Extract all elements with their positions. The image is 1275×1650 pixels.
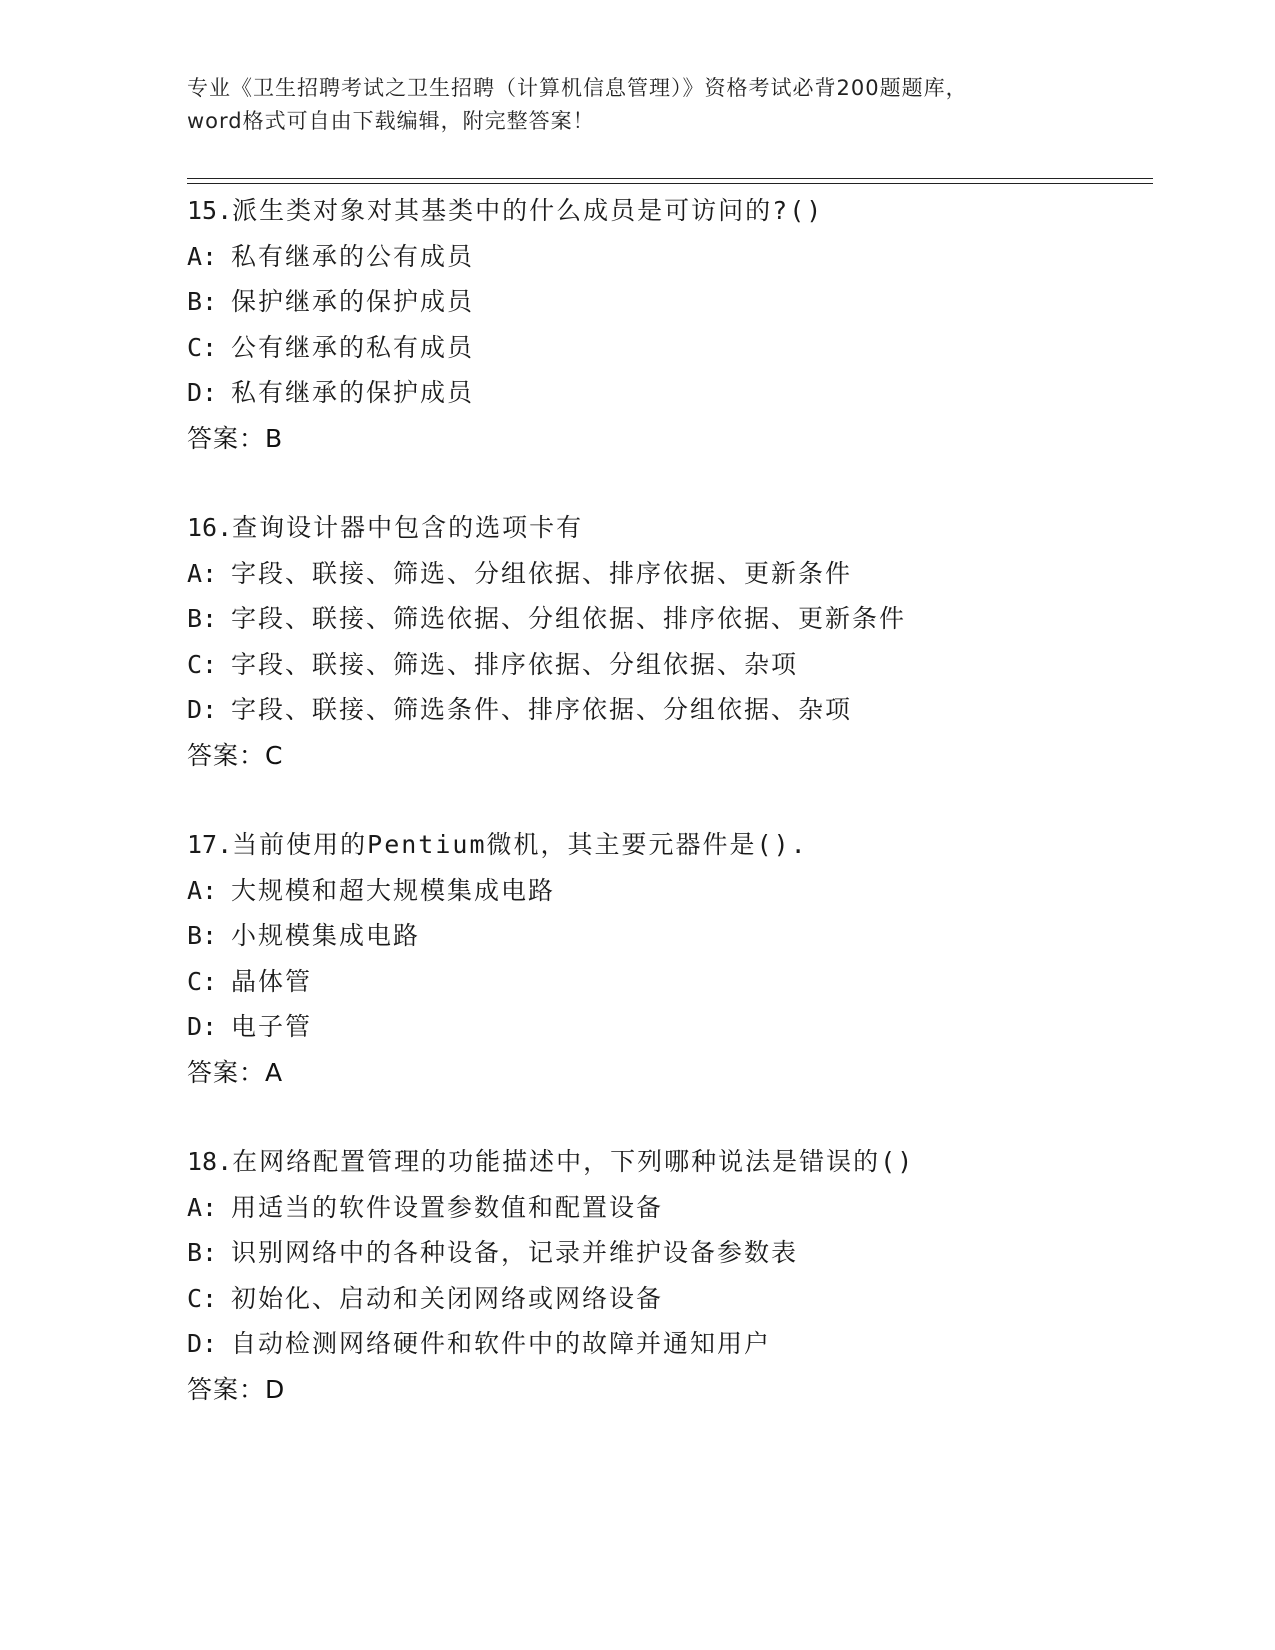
question-17 (187, 822, 1167, 1095)
option-letter: A: (187, 241, 218, 271)
option-d (187, 687, 1167, 733)
option-text: 字段、联接、筛选条件、排序依据、分组依据、杂项 (231, 695, 853, 724)
option-letter: D: (187, 1012, 218, 1041)
answer-line: 答案：C (187, 740, 284, 770)
header-divider-bottom (187, 183, 1153, 184)
question-list (187, 188, 1167, 1456)
option-text: 识别网络中的各种设备，记录并维护设备参数表 (231, 1238, 799, 1267)
option-letter: D: (187, 378, 218, 407)
option-text: 字段、联接、筛选、排序依据、分组依据、杂项 (231, 649, 799, 679)
option-a (187, 868, 1167, 914)
option-text: 字段、联接、筛选、分组依据、排序依据、更新条件 (231, 558, 853, 588)
question-number: 17. (187, 830, 233, 859)
header-title-line-1: 专业《卫生招聘考试之卫生招聘（计算机信息管理）》资格考试必背200题题库， (187, 76, 968, 100)
option-a (187, 1185, 1167, 1231)
answer-line: 答案：B (187, 423, 284, 453)
option-b (187, 913, 1167, 959)
option-b (187, 279, 1167, 325)
option-letter: A: (187, 1192, 218, 1222)
question-text: 在网络配置管理的功能描述中，下列哪种说法是错误的() (232, 1147, 915, 1176)
option-d (187, 1321, 1167, 1367)
header-divider-top (187, 178, 1153, 179)
option-d (187, 370, 1167, 416)
option-text: 自动检测网络硬件和软件中的故障并通知用户 (231, 1329, 772, 1358)
question-text: 当前使用的Pentium微机，其主要元器件是(). (232, 830, 808, 859)
option-letter: B: (187, 287, 218, 316)
answer-line: 答案：A (187, 1057, 284, 1087)
option-text: 用适当的软件设置参数值和配置设备 (231, 1192, 664, 1222)
question-stem (187, 1139, 1167, 1185)
answer-line: 答案：D (187, 1374, 286, 1404)
question-number: 16. (187, 513, 233, 542)
option-c (187, 1276, 1167, 1322)
question-number: 18. (187, 1147, 233, 1176)
question-text: 查询设计器中包含的选项卡有 (232, 513, 584, 542)
option-text: 大规模和超大规模集成电路 (231, 875, 556, 905)
document-header (187, 72, 1087, 138)
option-letter: B: (187, 921, 218, 950)
option-letter: C: (187, 332, 218, 362)
option-letter: D: (187, 1329, 218, 1358)
option-b (187, 1230, 1167, 1276)
option-text: 字段、联接、筛选依据、分组依据、排序依据、更新条件 (231, 604, 907, 633)
option-letter: A: (187, 558, 218, 588)
option-letter: B: (187, 604, 218, 633)
option-d (187, 1004, 1167, 1050)
option-letter: B: (187, 1238, 218, 1267)
option-c (187, 325, 1167, 371)
question-16 (187, 505, 1167, 778)
question-stem (187, 822, 1167, 868)
option-letter: A: (187, 875, 218, 905)
question-18 (187, 1139, 1167, 1412)
option-text: 初始化、启动和关闭网络或网络设备 (231, 1283, 664, 1313)
option-c (187, 959, 1167, 1005)
question-stem (187, 188, 1167, 234)
option-text: 公有继承的私有成员 (231, 332, 475, 362)
question-number: 15. (187, 196, 233, 225)
option-a (187, 551, 1167, 597)
question-stem (187, 505, 1167, 551)
option-text: 保护继承的保护成员 (231, 287, 475, 316)
option-letter: C: (187, 1283, 218, 1313)
option-c (187, 642, 1167, 688)
option-a (187, 234, 1167, 280)
option-letter: C: (187, 966, 218, 996)
option-text: 私有继承的公有成员 (231, 241, 475, 271)
option-text: 电子管 (231, 1012, 313, 1041)
question-text: 派生类对象对其基类中的什么成员是可访问的?() (232, 196, 824, 225)
option-letter: C: (187, 649, 218, 679)
option-text: 晶体管 (231, 966, 313, 996)
option-text: 小规模集成电路 (231, 921, 421, 950)
header-title-line-2: word格式可自由下载编辑，附完整答案！ (187, 109, 595, 133)
question-15 (187, 188, 1167, 461)
option-b (187, 596, 1167, 642)
option-text: 私有继承的保护成员 (231, 378, 475, 407)
option-letter: D: (187, 695, 218, 724)
